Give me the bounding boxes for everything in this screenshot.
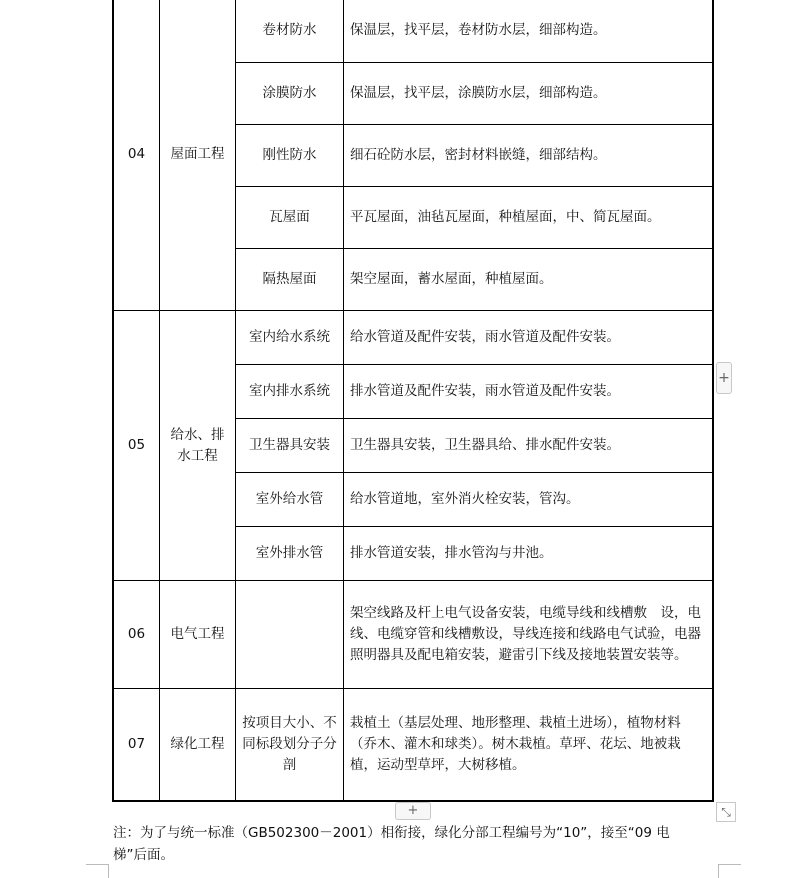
- table-row: [113, 689, 713, 801]
- subdivision-name: 室外排水管: [236, 527, 344, 581]
- item-description: 卫生器具安装，卫生器具给、排水配件安装。: [344, 419, 714, 473]
- add-row-button[interactable]: +: [395, 802, 431, 820]
- subdivision-name: 卷材防水: [236, 0, 344, 63]
- subdivision-name: 卫生器具安装: [236, 419, 344, 473]
- division-name: 电气工程: [160, 581, 236, 689]
- construction-division-table: [112, 0, 714, 802]
- table-row: [113, 311, 713, 365]
- subdivision-name: 瓦屋面: [236, 187, 344, 249]
- subdivision-name: 室内给水系统: [236, 311, 344, 365]
- table-row: [113, 0, 713, 63]
- footnote: 注：为了与统一标准（GB502300－2001）相衔接，绿化分部工程编号为“10”，接至“09 电梯”后面。: [113, 825, 670, 863]
- item-description: 平瓦屋面，油毡瓦屋面，种植屋面，中、简瓦屋面。: [344, 187, 714, 249]
- subdivision-name: [236, 581, 344, 689]
- page-corner-mark-right: [718, 864, 741, 878]
- table-resize-handle[interactable]: ⤡: [716, 802, 736, 822]
- item-description: 架空线路及杆上电气设备安装，电缆导线和线槽敷 设，电线、电缆穿管和线槽敷设，导线连接和线路电气试验，电器照明器具及配电箱安装，避雷引下线及接地装置安装等。: [344, 581, 714, 689]
- item-description: 细石砼防水层，密封材料嵌缝，细部结构。: [344, 125, 714, 187]
- item-description: 保温层，找平层，卷材防水层，细部构造。: [344, 0, 714, 63]
- subdivision-name: 刚性防水: [236, 125, 344, 187]
- item-description: 栽植土（基层处理、地形整理、栽植土进场），植物材料（乔木、灌木和球类）。树木栽植。草坪、花坛、地被栽植，运动型草坪，大树移植。: [344, 689, 714, 801]
- division-name: 绿化工程: [160, 689, 236, 801]
- division-number: 05: [113, 311, 160, 581]
- item-description: 保温层，找平层，涂膜防水层，细部构造。: [344, 63, 714, 125]
- page-corner-mark-left: [86, 864, 109, 878]
- subdivision-name: 室内排水系统: [236, 365, 344, 419]
- item-description: 给水管道地，室外消火栓安装，管沟。: [344, 473, 714, 527]
- table-row: [113, 581, 713, 689]
- division-name: 给水、排水工程: [160, 311, 236, 581]
- item-description: 排水管道及配件安装，雨水管道及配件安装。: [344, 365, 714, 419]
- add-column-button[interactable]: +: [716, 362, 732, 394]
- division-name: 屋面工程: [160, 0, 236, 311]
- subdivision-name: 涂膜防水: [236, 63, 344, 125]
- item-description: 给水管道及配件安装，雨水管道及配件安装。: [344, 311, 714, 365]
- division-number: 07: [113, 689, 160, 801]
- division-number: 04: [113, 0, 160, 311]
- item-description: 架空屋面，蓄水屋面，种植屋面。: [344, 249, 714, 311]
- subdivision-name: 室外给水管: [236, 473, 344, 527]
- subdivision-name: 隔热屋面: [236, 249, 344, 311]
- subdivision-name: 按项目大小、不同标段划分子分剖: [236, 689, 344, 801]
- division-number: 06: [113, 581, 160, 689]
- item-description: 排水管道安装，排水管沟与井池。: [344, 527, 714, 581]
